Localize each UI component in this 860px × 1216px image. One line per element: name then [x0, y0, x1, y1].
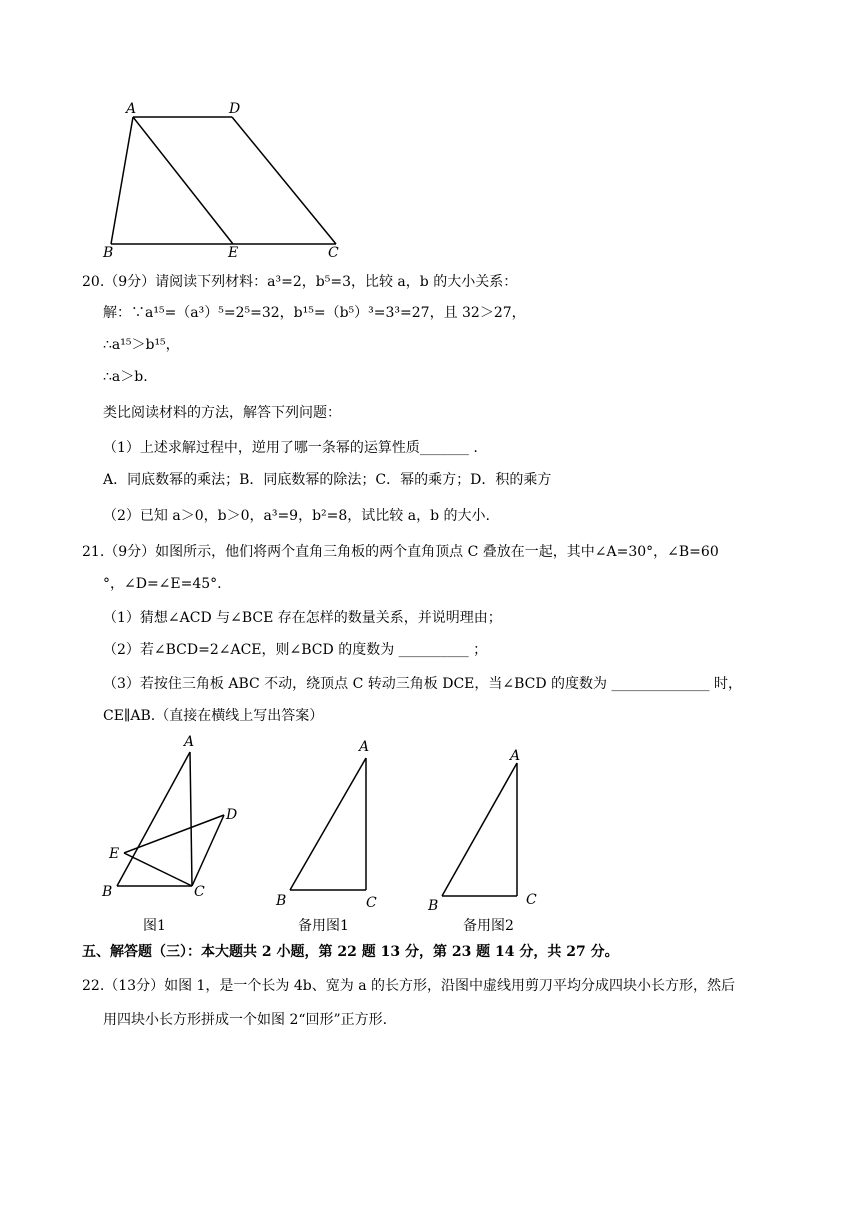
q20-header: 20.（9分）请阅读下列材料：a³=2，b⁵=3，比较 a，b 的大小关系： [82, 274, 518, 290]
q20-part-2: （2）已知 a＞0，b＞0，a³=9，b²=8，试比较 a，b 的大小. [103, 508, 490, 524]
q21-header-a: 21.（9分）如图所示，他们将两个直角三角板的两个直角顶点 C 叠放在一起，其中∠A=30°，∠B=60 [82, 544, 719, 560]
fig1-label-d: D [226, 807, 238, 823]
q21-part-3b: CE∥AB.（直接在横线上写出答案） [103, 708, 324, 724]
label-e: E [228, 245, 239, 261]
fig1-label-c: C [194, 884, 205, 900]
fig1-label-a: A [184, 734, 195, 750]
fig2-label-c: C [366, 895, 377, 911]
figure-1 [117, 752, 224, 886]
fig1-label-e: E [109, 846, 120, 862]
label-b: B [103, 245, 114, 261]
fig3-label-b: B [428, 898, 439, 914]
fig2-label-b: B [276, 893, 287, 909]
q22-line-2: 用四块小长方形拼成一个如图 2“回形”正方形. [103, 1012, 388, 1028]
q21-part-1: （1）猜想∠ACD 与∠BCE 存在怎样的数量关系，并说明理由； [103, 610, 502, 626]
fig1-caption: 图1 [143, 918, 166, 934]
fig3-label-c: C [526, 892, 537, 908]
fig3-label-a: A [510, 748, 521, 764]
section-5-title: 五、解答题（三）：本大题共 2 小题，第 22 题 13 分，第 23 题 14 分，共 27 分。 [82, 944, 619, 960]
q21-part-2: （2）若∠BCD=2∠ACE，则∠BCD 的度数为 __________ ； [103, 642, 488, 658]
q22-line-1: 22.（13分）如图 1，是一个长为 4b、宽为 a 的长方形，沿图中虚线用剪刀平均分成四块小长方形，然后 [82, 978, 736, 994]
q20-solution-2: ∴a¹⁵＞b¹⁵， [103, 337, 180, 353]
q20-options: A．同底数幂的乘法；B．同底数幂的除法；C．幂的乘方；D．积的乘方 [103, 472, 552, 488]
q21-header-b: °，∠D=∠E=45°. [103, 576, 222, 592]
q20-instruction: 类比阅读材料的方法，解答下列问题： [103, 405, 341, 421]
fig1-label-b: B [102, 884, 113, 900]
q20-solution-3: ∴a＞b. [103, 369, 148, 385]
q21-part-3a: （3）若按住三角板 ABC 不动，绕顶点 C 转动三角板 DCE，当∠BCD 的度数为 ______________ 时， [103, 676, 742, 692]
fig3-caption: 备用图2 [463, 918, 514, 934]
fig2-label-a: A [359, 739, 370, 755]
figure-3 [442, 763, 517, 896]
q20-part-1: （1）上述求解过程中，逆用了哪一条幂的运算性质_______ . [103, 440, 478, 456]
label-d: D [229, 101, 241, 117]
label-a: A [126, 101, 137, 117]
figure-2 [290, 758, 366, 890]
fig2-caption: 备用图1 [298, 918, 349, 934]
label-c: C [328, 245, 339, 261]
q20-solution-1: 解：∵a¹⁵=（a³）⁵=2⁵=32，b¹⁵=（b⁵）³=3³=27，且 32＞27， [103, 305, 526, 321]
